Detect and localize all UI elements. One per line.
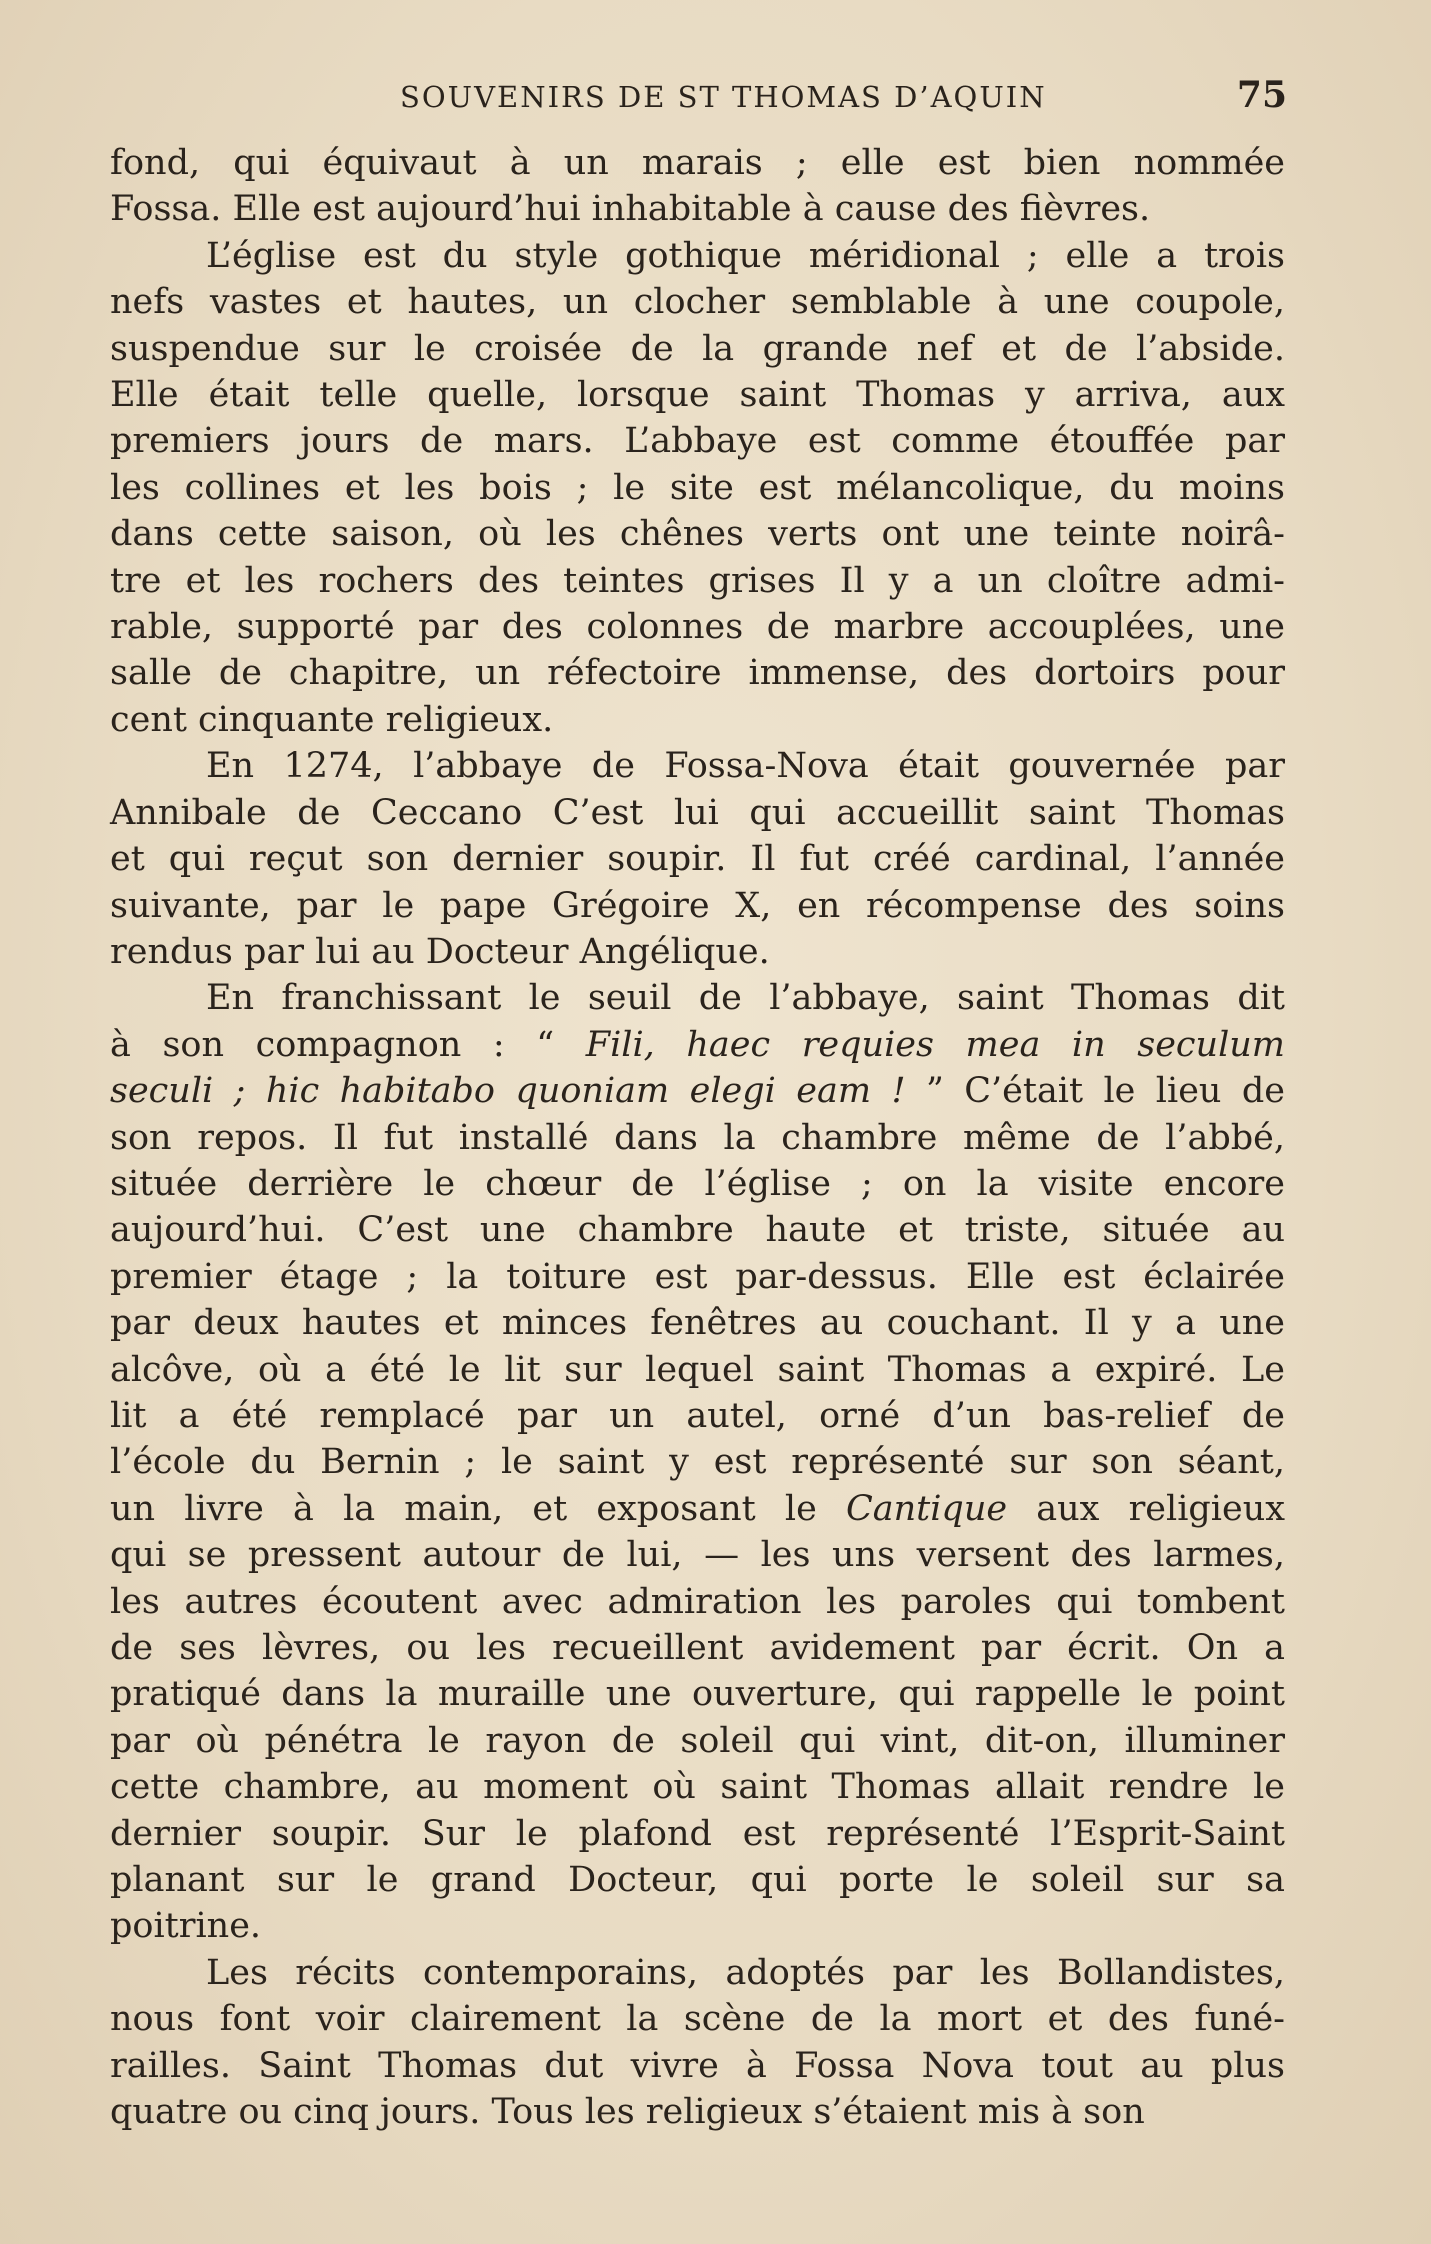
text-line — [110, 1996, 1285, 2042]
text-line — [110, 836, 1285, 882]
text-line — [110, 140, 1285, 186]
text-segment: dans cette saison, où les chênes verts ont une teinte noirâ- — [110, 514, 1285, 555]
text-segment: nous font voir clairement la scène de la mort et des funé- — [110, 1999, 1285, 2040]
text-line — [110, 326, 1285, 372]
text-line — [110, 790, 1285, 836]
text-line — [110, 1903, 1285, 1949]
text-line — [110, 1439, 1285, 1485]
text-segment: lit a été remplacé par un autel, orné d’un bas-relief de — [110, 1395, 1285, 1436]
italic-text: Cantique — [845, 1488, 1008, 1529]
text-segment: premier étage ; la toiture est par-dessus. Elle est éclairée — [110, 1256, 1285, 1297]
text-line — [110, 558, 1285, 604]
text-segment: rendus par lui au Docteur Angélique. — [110, 931, 770, 972]
text-segment: railles. Saint Thomas dut vivre à Fossa Nova tout au plus — [110, 2045, 1285, 2086]
text-segment: Fossa. Elle est aujourd’hui inhabitable à cause des fièvres. — [110, 189, 1151, 230]
text-line — [110, 697, 1285, 743]
text-line — [110, 1207, 1285, 1253]
text-segment: située derrière le chœur de l’église ; on la visite encore — [110, 1163, 1285, 1204]
text-line — [110, 1857, 1285, 1903]
italic-text: Fili, haec requies mea in seculum — [585, 1024, 1285, 1065]
text-segment: à son compagnon : “ — [110, 1024, 586, 1065]
text-segment: les autres écoutent avec admiration les paroles qui tombent — [110, 1581, 1285, 1622]
text-line — [110, 883, 1285, 929]
text-segment: Elle était telle quelle, lorsque saint Thomas y arriva, aux — [110, 375, 1285, 416]
text-segment: Annibale de Ceccano C’est lui qui accueillit saint Thomas — [110, 792, 1285, 833]
text-segment: les collines et les bois ; le site est mélancolique, du moins — [110, 467, 1285, 508]
text-line — [110, 2089, 1285, 2135]
text-segment: aux religieux — [1007, 1488, 1285, 1529]
text-segment: Les récits contemporains, adoptés par les Bollandistes, — [206, 1952, 1285, 1993]
text-line — [110, 1811, 1285, 1857]
text-line — [110, 1671, 1285, 1717]
text-segment: par où pénétra le rayon de soleil qui vint, dit-on, illuminer — [110, 1720, 1285, 1761]
text-line — [110, 233, 1285, 279]
text-line — [110, 604, 1285, 650]
page-header — [110, 74, 1295, 124]
text-line — [110, 743, 1285, 789]
text-line — [110, 1115, 1285, 1161]
text-segment: de ses lèvres, ou les recueillent avidement par écrit. On a — [110, 1628, 1285, 1668]
text-segment: qui se pressent autour de lui, — les uns versent des larmes, — [110, 1535, 1285, 1576]
text-segment: pratiqué dans la muraille une ouverture, qui rappelle le point — [110, 1674, 1285, 1715]
text-segment: et qui reçut son dernier soupir. Il fut créé cardinal, l’année — [110, 839, 1285, 880]
page-number: 75 — [1236, 74, 1287, 116]
text-segment: son repos. Il fut installé dans la chambre même de l’abbé, — [110, 1117, 1285, 1158]
text-line — [110, 1764, 1285, 1810]
text-segment: fond, qui équivaut à un marais ; elle est bien nommée — [110, 143, 1285, 183]
text-segment: l’école du Bernin ; le saint y est représenté sur son séant, — [110, 1442, 1285, 1483]
text-line — [110, 1532, 1285, 1578]
text-line — [110, 975, 1285, 1021]
text-segment: dernier soupir. Sur le plafond est représenté l’Esprit-Saint — [110, 1813, 1285, 1854]
text-line — [110, 2043, 1285, 2089]
text-line — [110, 372, 1285, 418]
text-segment: cette chambre, au moment où saint Thomas allait rendre le — [110, 1767, 1285, 1808]
text-segment: L’église est du style gothique méridional ; elle a trois — [206, 235, 1285, 276]
text-line — [110, 418, 1285, 464]
text-segment: alcôve, où a été le lit sur lequel saint Thomas a expiré. Le — [110, 1349, 1285, 1390]
text-line — [110, 1068, 1285, 1114]
text-line — [110, 1393, 1285, 1439]
text-line — [110, 1950, 1285, 1996]
text-line — [110, 1579, 1285, 1625]
text-segment: un livre à la main, et exposant le — [110, 1488, 846, 1529]
text-segment: poitrine. — [110, 1906, 262, 1947]
text-line — [110, 650, 1285, 696]
text-line — [110, 465, 1285, 511]
text-segment: suspendue sur le croisée de la grande nef et de l’abside. — [110, 328, 1285, 369]
text-segment: En 1274, l’abbaye de Fossa-Nova était gouvernée par — [206, 746, 1285, 787]
text-line — [110, 929, 1285, 975]
text-segment: premiers jours de mars. L’abbaye est comme étouffée par — [110, 421, 1285, 462]
text-segment: En franchissant le seuil de l’abbaye, saint Thomas dit — [206, 978, 1285, 1019]
text-line — [110, 1161, 1285, 1207]
text-line — [110, 1625, 1285, 1671]
text-line — [110, 1300, 1285, 1346]
text-line — [110, 1718, 1285, 1764]
text-line — [110, 511, 1285, 557]
text-line — [110, 279, 1285, 325]
text-segment: quatre ou cinq jours. Tous les religieux s’étaient mis à son — [110, 2092, 1145, 2133]
text-line — [110, 186, 1285, 232]
italic-text: seculi ; hic habitabo quoniam elegi eam ! — [110, 1071, 906, 1112]
text-segment: cent cinquante religieux. — [110, 699, 554, 740]
text-segment: rable, supporté par des colonnes de marbre accouplées, une — [110, 607, 1285, 648]
text-line — [110, 1347, 1285, 1393]
text-line — [110, 1254, 1285, 1300]
text-segment: aujourd’hui. C’est une chambre haute et triste, située au — [110, 1210, 1285, 1251]
body-text — [110, 140, 1285, 2135]
text-segment: suivante, par le pape Grégoire X, en récompense des soins — [110, 885, 1285, 926]
text-segment: salle de chapitre, un réfectoire immense, des dortoirs pour — [110, 653, 1285, 694]
running-title: SOUVENIRS DE ST THOMAS D’AQUIN — [400, 80, 1047, 114]
text-segment: tre et les rochers des teintes grises Il y a un cloître admi- — [110, 560, 1285, 601]
text-line — [110, 1022, 1285, 1068]
text-segment: par deux hautes et minces fenêtres au couchant. Il y a une — [110, 1303, 1285, 1344]
text-line — [110, 1486, 1285, 1532]
text-segment: ” C’était le lieu de — [905, 1071, 1285, 1112]
text-segment: planant sur le grand Docteur, qui porte le soleil sur sa — [110, 1860, 1285, 1901]
text-segment: nefs vastes et hautes, un clocher semblable à une coupole, — [110, 282, 1285, 323]
